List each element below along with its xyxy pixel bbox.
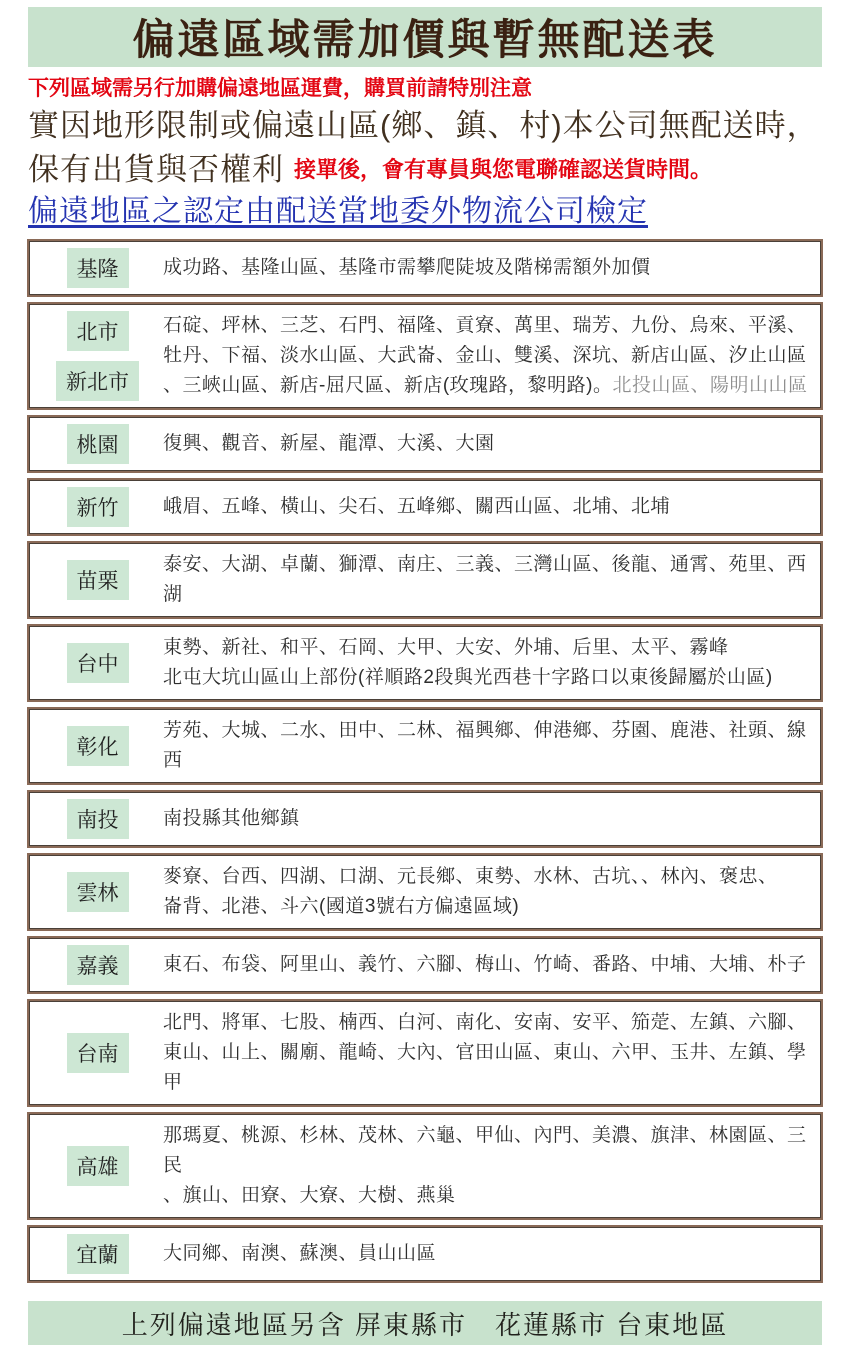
region-label: 台南 <box>67 1033 129 1073</box>
region-label: 南投 <box>67 799 129 839</box>
region-areas <box>163 550 810 610</box>
table-row <box>29 480 821 534</box>
region-label-column <box>50 1234 145 1274</box>
region-areas-line: 那瑪夏、桃源、杉林、茂林、六龜、甲仙、內門、美濃、旗津、林園區、三民 <box>163 1125 807 1176</box>
notice-line-1: 實因地形限制或偏遠山區(鄉、鎮、村)本公司無配送時， <box>28 108 819 143</box>
notice-line-2-red: 接單後，會有專員與您電聯確認送貨時間。 <box>294 157 713 182</box>
region-areas-line: 成功路、基隆山區、基隆市需攀爬陡坡及階梯需額外加價 <box>163 257 651 278</box>
region-label: 宜蘭 <box>67 1234 129 1274</box>
region-label-column <box>50 799 145 839</box>
region-label: 彰化 <box>67 726 129 766</box>
table-row <box>29 1001 821 1105</box>
region-label: 基隆 <box>67 248 129 288</box>
region-label-column <box>50 945 145 985</box>
title-bar <box>28 7 822 67</box>
region-label: 桃園 <box>67 424 129 464</box>
page-title: 偏遠區域需加價與暫無配送表 <box>132 16 718 63</box>
table-row <box>29 855 821 929</box>
region-label-column <box>50 424 145 464</box>
region-label: 台中 <box>67 643 129 683</box>
region-label: 雲林 <box>67 872 129 912</box>
region-table <box>28 238 822 1287</box>
region-label-column <box>50 726 145 766</box>
region-label-column <box>50 248 145 288</box>
region-label: 嘉義 <box>67 945 129 985</box>
table-row <box>29 709 821 783</box>
table-row <box>29 241 821 295</box>
region-areas-line: 大同鄉、南澳、蘇澳、員山山區 <box>163 1243 437 1264</box>
region-areas <box>163 716 810 776</box>
region-areas-line: 崙背、北港、斗六(國道3號右方偏遠區域) <box>163 896 520 917</box>
region-areas <box>163 1008 810 1098</box>
region-areas <box>163 633 773 693</box>
region-areas-line: 北屯大坑山區山上部份(祥順路2段與光西巷十字路口以東後歸屬於山區) <box>163 667 773 688</box>
region-areas-line: 泰安、大湖、卓蘭、獅潭、南庄、三義、三灣山區、後龍、通霄、苑里、西湖 <box>163 554 807 605</box>
footer-text: 上列偏遠地區另含 屏東縣市 花蓮縣市 台東地區 <box>121 1309 729 1340</box>
region-areas <box>163 429 495 459</box>
region-label-column <box>50 1033 145 1073</box>
region-areas-line: 南投縣其他鄉鎮 <box>163 808 300 829</box>
region-areas <box>163 311 808 401</box>
region-areas <box>163 253 651 283</box>
footer-bar <box>28 1301 822 1345</box>
region-areas-line: 牡丹、下福、淡水山區、大武崙、金山、雙溪、深坑、新店山區、汐止山區 <box>163 345 807 366</box>
table-row <box>29 792 821 846</box>
region-label-column <box>50 487 145 527</box>
table-row <box>29 1114 821 1218</box>
notice-line-2-main: 保有出貨與否權利 <box>28 152 284 187</box>
region-label: 新北市 <box>56 361 139 401</box>
region-label: 高雄 <box>67 1146 129 1186</box>
table-row <box>29 543 821 617</box>
table-row <box>29 417 821 471</box>
region-areas-line: 石碇、坪林、三芝、石門、福隆、貢寮、萬里、瑞芳、九份、烏來、平溪、 <box>163 315 807 336</box>
region-areas-line: 峨眉、五峰、橫山、尖石、五峰鄉、關西山區、北埔、北埔 <box>163 496 671 517</box>
region-areas-line: 北門、將軍、七股、楠西、白河、南化、安南、安平、笳萣、左鎮、六腳、 <box>163 1012 807 1033</box>
table-row <box>29 938 821 992</box>
region-areas-line: 東山、山上、關廟、龍崎、大內、官田山區、東山、六甲、玉井、左鎮、學甲 <box>163 1042 807 1093</box>
region-label: 新竹 <box>67 487 129 527</box>
region-areas <box>163 1239 436 1269</box>
region-label-column <box>50 643 145 683</box>
region-areas <box>163 1121 810 1211</box>
region-label-column <box>50 1146 145 1186</box>
region-areas <box>163 862 778 922</box>
notice-line-2 <box>28 148 822 192</box>
region-areas-line: 麥寮、台西、四湖、口湖、元長鄉、東勢、水林、古坑、、林內、褒忠、 <box>163 866 778 887</box>
region-areas <box>163 950 807 980</box>
region-areas-line: 、旗山、田寮、大寮、大樹、燕巢 <box>163 1185 456 1206</box>
region-areas <box>163 492 670 522</box>
region-areas <box>163 804 300 834</box>
region-areas-line: 東勢、新社、和平、石岡、大甲、大安、外埔、后里、太平、霧峰 <box>163 637 729 658</box>
warning-text: 下列區域需另行加購偏遠地區運費，購買前請特別注意 <box>28 76 532 100</box>
region-areas-line: 芳苑、大城、二水、田中、二林、福興鄉、伸港鄉、芬園、鹿港、社頭、線西 <box>163 720 807 771</box>
region-label-column <box>50 872 145 912</box>
table-row <box>29 626 821 700</box>
region-label-column <box>50 311 145 401</box>
table-row <box>29 304 821 408</box>
region-label-column <box>50 560 145 600</box>
region-areas-line: 復興、觀音、新屋、龍潭、大溪、大園 <box>163 433 495 454</box>
region-areas-line: 、三峽山區、新店-屈尺區、新店(玫瑰路，黎明路)。北投山區、陽明山山區 <box>163 375 808 396</box>
region-areas-line: 東石、布袋、阿里山、義竹、六腳、梅山、竹崎、番路、中埔、大埔、朴子 <box>163 954 807 975</box>
region-label: 北市 <box>67 311 129 351</box>
subtitle-blue: 偏遠地區之認定由配送當地委外物流公司檢定 <box>28 195 648 228</box>
region-label: 苗栗 <box>67 560 129 600</box>
table-row <box>29 1227 821 1281</box>
